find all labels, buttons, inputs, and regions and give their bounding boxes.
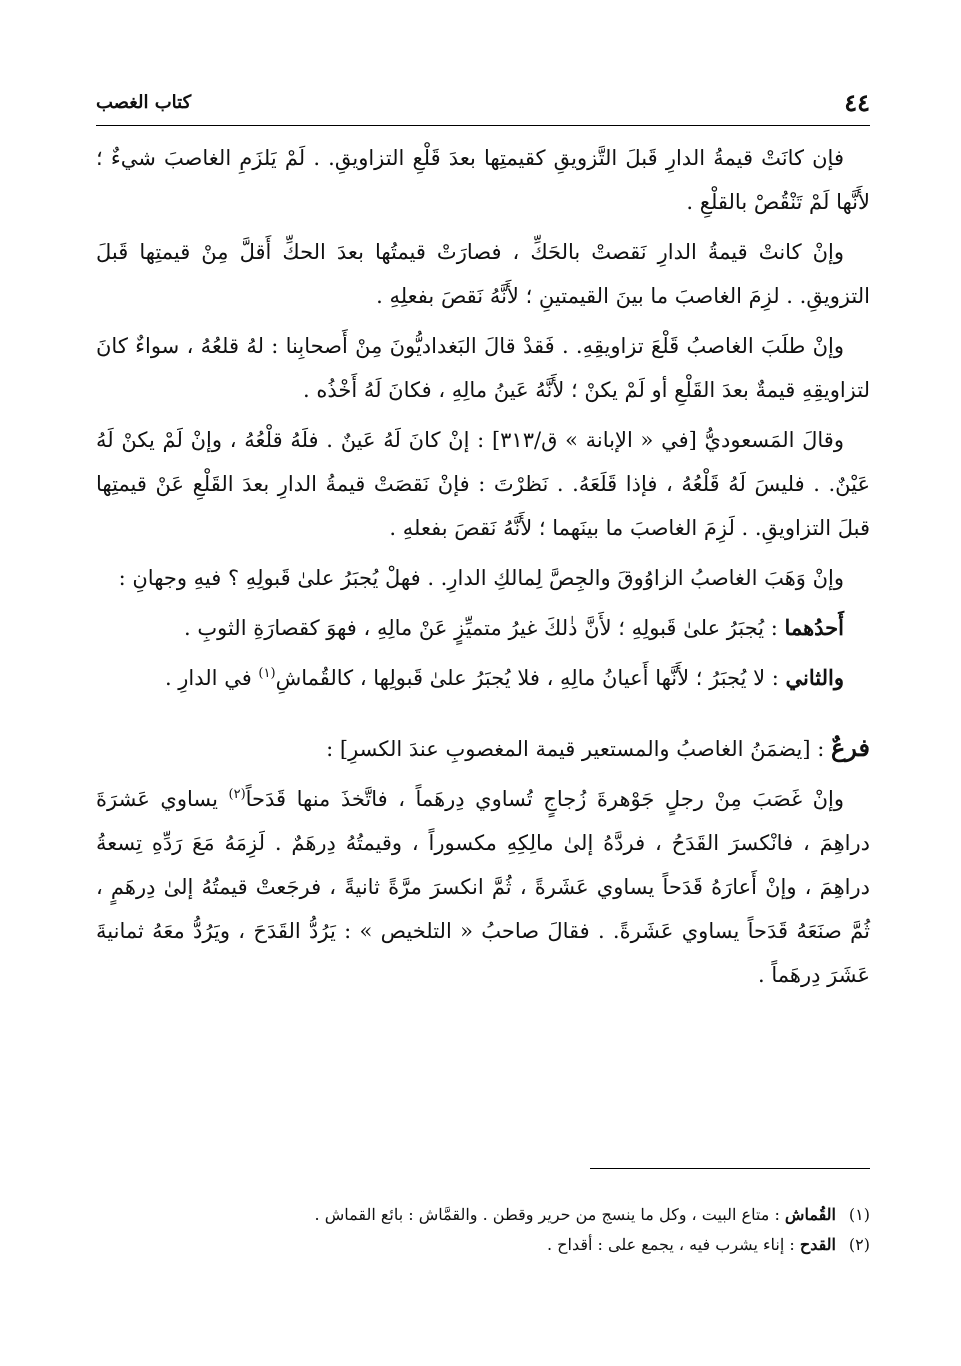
footnote-number: (٢): [848, 1235, 870, 1254]
second-view-text: : لا يُجبَرُ ؛ لأَنَّها أَعيانُ مالِهِ ، فلا يُجبَرُ علىٰ قَبولِها ، كالقُماشِ: [275, 666, 786, 690]
footnote-term: القُماش: [784, 1205, 836, 1224]
footnote-2: [96, 1230, 870, 1260]
footnote-term: القدح: [799, 1235, 836, 1254]
paragraph-5: وإنْ وَهَبَ الغاصبُ الزاوُوقَ والجِصَّ لِمالكِ الدارِ. . فهلْ يُجبَرُ علىٰ قَبولِهِ ؟ فيهِ وجهانِ :: [118, 566, 844, 590]
first-view-label: أَحدُهما: [784, 615, 844, 640]
paragraph-6: [96, 606, 870, 650]
footnote-ref-1: (١): [258, 666, 276, 681]
paragraph-1: فإن كانَتْ قيمةُ الدارِ قَبلَ التَّزويقِ كقيمتِها بعدَ قَلْعِ التزاويقِ. . لَمْ يَلزَمِ الغاصبَ شيءٌ ؛ لأَنَّها لَمْ تَنْقُصْ بالقلْعِ .: [96, 146, 870, 214]
page-header: [96, 84, 870, 120]
footnote-text: : إناء يشرب فيه ، يجمع على : أقداح .: [547, 1235, 800, 1254]
paragraph-8-text-end: يساوي عَشرَةَ دراهِمَ ، فانْكسرَ القَدَحُ ، فردَّهُ إلىٰ مالِكِهِ مكسوراً ، وقيمتُهُ دِرهَمٌ . لَزِمَهُ مَعَ رَدِّهِ تِسعةُ دراهِمَ ، وإنْ أَعارَهُ قَدَحاً يساوي عَشَرةً ، ثُمَّ انكسرَ مرَّةً ثانيةً ، فرجَعتْ قيمتُهُ إلىٰ دِرهَمٍ ، ثُمَّ صنَعَهُ قَدَحاً يساوي عَشَرةً. . فقالَ صاحبُ « التلخيص » : يَرُدُّ القَدَحَ ، ويَرُدُّ معَهُ ثمانيةَ عَشَرَ دِرهَماً .: [96, 787, 870, 987]
paragraph-3: وإنْ طلَبَ الغاصبُ قَلْعَ تزاويقِهِ. . فَقدْ قالَ البَغداديُّونَ مِنْ أَصحابِنا : لهُ قلعُهُ ، سواءٌ كانَ لتزاويقِهِ قيمةٌ بعدَ القَلْعِ أو لَمْ يكنْ ؛ لأَنَّهُ عَينُ مالِهِ ، فكانَ لَهُ أَخْذُه .: [96, 334, 870, 402]
section-heading: [96, 726, 870, 771]
paragraph-8-text: وإنْ غَصَبَ مِنْ رجلٍ جَوْهرةَ زُجاجٍ تُساوي دِرهَماً ، فاتَّخذَ منها قَدَحاً: [245, 787, 845, 811]
footnote-divider: [590, 1168, 870, 1169]
main-text: [96, 136, 870, 1003]
footnote-number: (١): [848, 1205, 870, 1224]
paragraph-4: وقالَ المَسعوديُّ [في « الإبانة » ق/٣١٣] : إنْ كانَ لَهُ عَينٌ . فلَهُ قلْعُهُ ، وإنْ لَمْ يكنْ لَهُ عَيْنٌ. . فليسَ لَهُ قَلْعُهُ ، فإذا قَلَعَهُ. . نَظرْتَ : فإنْ نَقصَتْ قيمةُ الدارِ بعدَ القَلْعِ عَنْ قيمتِها قبلَ التزاويقِ. . لَزِمَ الغاصبَ ما بينَهما ؛ لأَنَّهُ نَقصَ بفعلهِ .: [96, 428, 870, 540]
footnotes: [96, 1200, 870, 1260]
section-label: فرعٌ: [830, 733, 870, 762]
section-title: : [يضمَنُ الغاصبُ والمستعير قيمة المغصوبِ عندَ الكسرِ] :: [326, 737, 831, 761]
second-view-text-end: في الدارِ .: [164, 666, 259, 690]
footnote-1: [96, 1200, 870, 1230]
footnote-text: : متاع البيت ، وكل ما ينسج من حرير وقطن . والقمَّاش : بائع القماش .: [314, 1205, 785, 1224]
first-view-text: : يُجبَرُ علىٰ قَبولِهِ ؛ لأَنَّ ذٰلكَ غيرُ متميِّزٍ عَنْ مالِهِ ، فهوَ كقصارَةِ الثوبِ .: [183, 616, 785, 640]
book-title: كتاب الغصب: [96, 92, 192, 113]
header-divider: [96, 125, 870, 126]
paragraph-7: [96, 656, 870, 700]
footnote-ref-2: (٢): [228, 787, 246, 802]
page-number: ٤٤: [844, 88, 870, 117]
paragraph-2: وإنْ كانتْ قيمةُ الدارِ نَقصتْ بالحَكِّ ، فصارَتْ قيمتُها بعدَ الحكِّ أَقلَّ مِنْ قيمتِها قَبلَ التزويقِ. . لزِمَ الغاصبَ ما بينَ القيمتينِ ؛ لأَنَّهُ نَقصَ بفعلِهِ .: [96, 240, 870, 308]
paragraph-8: [96, 777, 870, 997]
second-view-label: والثاني: [785, 665, 844, 690]
